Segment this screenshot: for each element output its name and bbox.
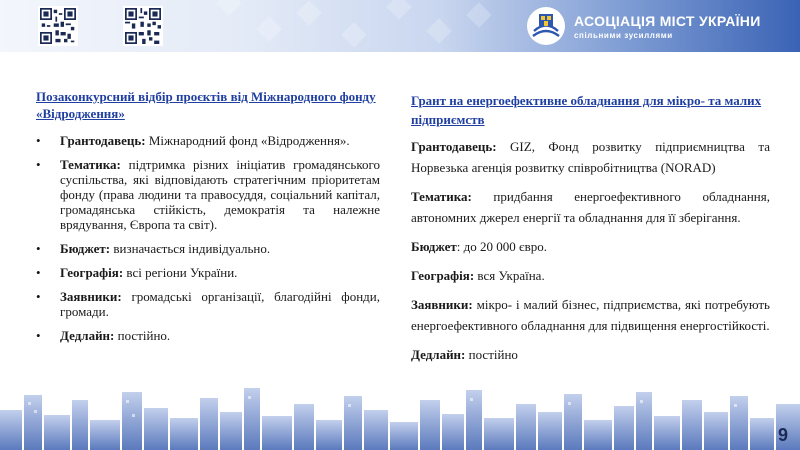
item-label: Дедлайн: — [60, 328, 115, 343]
decor-tile — [466, 2, 491, 27]
city-skyline-decoration — [0, 370, 800, 450]
item-label: Тематика: — [411, 189, 472, 204]
item-label: Грантодавець: — [411, 139, 497, 154]
qr-code-left[interactable] — [38, 6, 78, 46]
list-item — [36, 265, 380, 280]
decor-tile — [296, 0, 321, 25]
item-label: Географія: — [411, 268, 475, 283]
item-label: Бюджет — [411, 239, 457, 254]
association-emblem-icon — [526, 6, 566, 46]
qr-code-right[interactable] — [123, 6, 163, 46]
org-logo[interactable] — [526, 6, 761, 46]
item-text: Міжнародний фонд «Відродження». — [145, 133, 350, 148]
item-label: Дедлайн: — [411, 347, 466, 362]
paragraph — [411, 294, 770, 336]
item-text: вся Україна. — [474, 268, 545, 283]
item-label: Географія: — [60, 265, 124, 280]
decor-tile — [256, 16, 281, 41]
list-item — [36, 157, 380, 232]
item-text: GIZ, Фонд розвитку підприємництва та Норвезька агенція розвитку співробітництва (NORAD) — [411, 139, 770, 175]
item-text: постійно — [465, 347, 518, 362]
list-item — [36, 328, 380, 343]
item-label: Заявники: — [411, 297, 473, 312]
item-label: Грантодавець: — [60, 133, 146, 148]
decor-tile — [386, 0, 411, 20]
right-column — [411, 91, 770, 373]
item-text: постійно. — [114, 328, 171, 343]
org-name: АСОЦІАЦІЯ МІСТ УКРАЇНИ — [574, 12, 761, 29]
item-text: мікро- і малий бізнес, підприємства, які потребують енергоефективного обладнання для підвищення енергостійкості. — [411, 297, 770, 333]
item-text: громадські організації, благодійні фонди, громади. — [60, 289, 380, 319]
qr-code-icon — [125, 8, 161, 44]
item-label: Тематика: — [60, 157, 121, 172]
org-slogan: спільними зусиллями — [574, 30, 673, 40]
decor-tile — [341, 22, 366, 47]
item-text: : до 20 000 євро. — [456, 239, 547, 254]
paragraph — [411, 265, 770, 286]
list-item — [36, 133, 380, 148]
paragraph — [411, 344, 770, 365]
list-item — [36, 241, 380, 256]
left-list — [36, 133, 380, 343]
decor-tile — [426, 18, 451, 43]
paragraph — [411, 186, 770, 228]
list-item — [36, 289, 380, 319]
item-text: всі регіони України. — [123, 265, 238, 280]
right-heading-link[interactable]: Грант на енергоефективне обладнання для мікро- та малих підприємств — [411, 93, 762, 127]
item-label: Заявники: — [60, 289, 122, 304]
page-number: 9 — [777, 425, 788, 445]
paragraph — [411, 136, 770, 178]
item-text: підтримка різних ініціатив громадянського суспільства, які відповідають стратегічним пріоритетам фонду (права людини та правосуддя, соціальний капітал, громадянська стійкість, демократія та належне врядування, Європа та світ). — [60, 157, 380, 232]
left-heading-link[interactable]: Позаконкурсний відбір проєктів від Міжнародного фонду «Відродження» — [36, 89, 376, 121]
item-text: придбання енергоефективного обладнання, автономних джерел енергії та обладнання для її зберігання. — [411, 189, 770, 225]
item-text: визначається індивідуально. — [110, 241, 271, 256]
paragraph — [411, 236, 770, 257]
decor-tile — [216, 0, 241, 16]
header-band — [0, 0, 800, 52]
left-column — [36, 88, 380, 352]
item-label: Бюджет: — [60, 241, 111, 256]
qr-code-icon — [40, 8, 76, 44]
